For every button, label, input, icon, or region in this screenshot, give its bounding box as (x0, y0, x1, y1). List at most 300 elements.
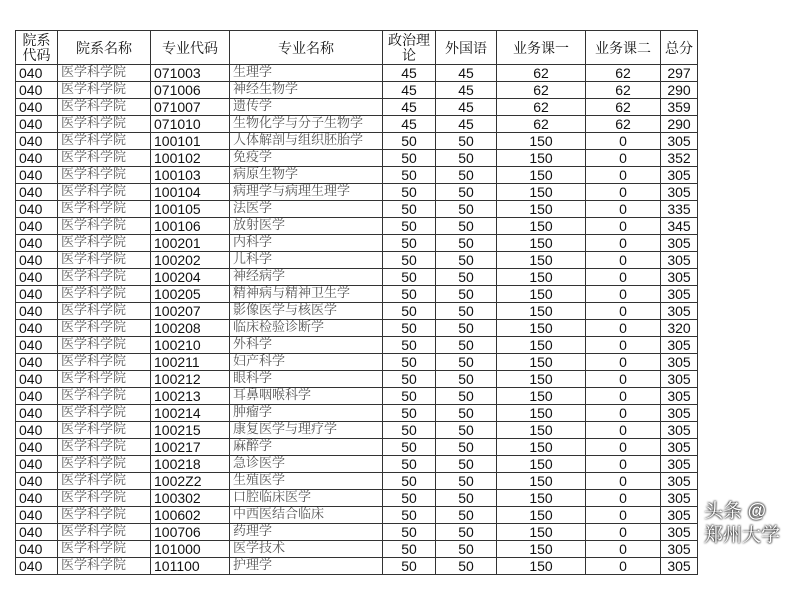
table-cell: 0 (586, 320, 661, 337)
score-table (15, 30, 698, 575)
table-cell: 50 (383, 235, 436, 252)
table-cell: 医学科学院 (58, 201, 151, 218)
table-cell: 150 (497, 286, 586, 303)
table-cell: 50 (383, 286, 436, 303)
table-cell: 0 (586, 337, 661, 354)
table-cell: 医学科学院 (58, 133, 151, 150)
table-cell: 305 (661, 405, 698, 422)
table-cell: 0 (586, 422, 661, 439)
table-cell: 040 (16, 422, 58, 439)
table-cell: 内科学 (230, 235, 383, 252)
table-cell: 50 (436, 286, 497, 303)
table-cell: 305 (661, 558, 698, 575)
table-row (16, 371, 698, 388)
table-cell: 100202 (151, 252, 230, 269)
table-cell: 62 (586, 116, 661, 133)
table-row (16, 82, 698, 99)
table-cell: 040 (16, 541, 58, 558)
table-cell: 150 (497, 269, 586, 286)
table-cell: 医学科学院 (58, 456, 151, 473)
table-cell: 眼科学 (230, 371, 383, 388)
table-cell: 345 (661, 218, 698, 235)
table-cell: 急诊医学 (230, 456, 383, 473)
table-cell: 305 (661, 167, 698, 184)
table-cell: 100210 (151, 337, 230, 354)
table-cell: 医学技术 (230, 541, 383, 558)
table-row (16, 218, 698, 235)
table-row (16, 235, 698, 252)
table-cell: 040 (16, 150, 58, 167)
table-cell: 医学科学院 (58, 439, 151, 456)
table-cell: 305 (661, 252, 698, 269)
table-cell: 290 (661, 82, 698, 99)
table-cell: 100103 (151, 167, 230, 184)
table-cell: 0 (586, 235, 661, 252)
table-row (16, 269, 698, 286)
table-cell: 040 (16, 82, 58, 99)
table-cell: 0 (586, 558, 661, 575)
table-cell: 100217 (151, 439, 230, 456)
table-cell: 50 (383, 303, 436, 320)
table-cell: 医学科学院 (58, 507, 151, 524)
table-cell: 150 (497, 405, 586, 422)
table-cell: 305 (661, 286, 698, 303)
column-header: 专业名称 (230, 31, 383, 65)
table-cell: 150 (497, 490, 586, 507)
table-cell: 100104 (151, 184, 230, 201)
table-cell: 影像医学与核医学 (230, 303, 383, 320)
table-cell: 040 (16, 507, 58, 524)
table-cell: 040 (16, 184, 58, 201)
table-cell: 50 (436, 439, 497, 456)
table-cell: 040 (16, 490, 58, 507)
table-cell: 50 (383, 439, 436, 456)
table-cell: 50 (383, 269, 436, 286)
table-cell: 50 (383, 201, 436, 218)
table-cell: 麻醉学 (230, 439, 383, 456)
table-cell: 妇产科学 (230, 354, 383, 371)
table-cell: 0 (586, 303, 661, 320)
table-cell: 0 (586, 439, 661, 456)
table-row (16, 184, 698, 201)
table-row (16, 337, 698, 354)
table-cell: 45 (436, 99, 497, 116)
table-cell: 0 (586, 286, 661, 303)
table-cell: 耳鼻咽喉科学 (230, 388, 383, 405)
table-row (16, 116, 698, 133)
table-cell: 医学科学院 (58, 303, 151, 320)
table-cell: 62 (497, 65, 586, 82)
table-cell: 320 (661, 320, 698, 337)
table-body (16, 65, 698, 575)
table-cell: 100201 (151, 235, 230, 252)
table-cell: 50 (436, 405, 497, 422)
table-cell: 50 (436, 218, 497, 235)
table-cell: 150 (497, 558, 586, 575)
table-cell: 040 (16, 439, 58, 456)
table-cell: 0 (586, 371, 661, 388)
table-row (16, 507, 698, 524)
table-cell: 335 (661, 201, 698, 218)
table-cell: 150 (497, 456, 586, 473)
table-cell: 040 (16, 116, 58, 133)
table-cell: 305 (661, 269, 698, 286)
table-cell: 50 (383, 354, 436, 371)
table-cell: 医学科学院 (58, 490, 151, 507)
table-cell: 肿瘤学 (230, 405, 383, 422)
table-cell: 040 (16, 286, 58, 303)
table-cell: 精神病与精神卫生学 (230, 286, 383, 303)
table-cell: 100101 (151, 133, 230, 150)
table-cell: 150 (497, 439, 586, 456)
table-cell: 人体解剖与组织胚胎学 (230, 133, 383, 150)
table-cell: 150 (497, 133, 586, 150)
table-cell: 040 (16, 235, 58, 252)
table-cell: 100706 (151, 524, 230, 541)
table-cell: 0 (586, 456, 661, 473)
table-cell: 305 (661, 337, 698, 354)
table-cell: 0 (586, 252, 661, 269)
table-cell: 50 (436, 473, 497, 490)
table-cell: 医学科学院 (58, 184, 151, 201)
table-row (16, 354, 698, 371)
table-cell: 305 (661, 235, 698, 252)
table-cell: 遗传学 (230, 99, 383, 116)
table-cell: 50 (383, 558, 436, 575)
table-row (16, 473, 698, 490)
table-cell: 50 (383, 218, 436, 235)
table-row (16, 201, 698, 218)
table-cell: 50 (436, 558, 497, 575)
table-cell: 0 (586, 150, 661, 167)
table-cell: 071003 (151, 65, 230, 82)
table-cell: 150 (497, 320, 586, 337)
table-cell: 医学科学院 (58, 354, 151, 371)
table-cell: 100302 (151, 490, 230, 507)
table-row (16, 439, 698, 456)
table-row (16, 286, 698, 303)
table-cell: 100102 (151, 150, 230, 167)
table-cell: 50 (436, 541, 497, 558)
table-cell: 040 (16, 354, 58, 371)
table-cell: 150 (497, 184, 586, 201)
table-cell: 50 (383, 422, 436, 439)
table-cell: 040 (16, 167, 58, 184)
table-cell: 50 (436, 524, 497, 541)
table-cell: 50 (383, 490, 436, 507)
table-cell: 150 (497, 337, 586, 354)
table-cell: 040 (16, 252, 58, 269)
table-cell: 医学科学院 (58, 269, 151, 286)
table-cell: 150 (497, 218, 586, 235)
column-header: 总分 (661, 31, 698, 65)
table-cell: 临床检验诊断学 (230, 320, 383, 337)
table-cell: 50 (383, 184, 436, 201)
table-cell: 50 (436, 252, 497, 269)
table-cell: 50 (436, 371, 497, 388)
table-cell: 150 (497, 201, 586, 218)
table-cell: 040 (16, 65, 58, 82)
table-row (16, 456, 698, 473)
table-cell: 50 (436, 235, 497, 252)
table-cell: 150 (497, 167, 586, 184)
table-cell: 医学科学院 (58, 116, 151, 133)
table-cell: 305 (661, 456, 698, 473)
table-cell: 290 (661, 116, 698, 133)
table-cell: 150 (497, 150, 586, 167)
table-cell: 50 (383, 133, 436, 150)
table-cell: 040 (16, 320, 58, 337)
table-cell: 医学科学院 (58, 218, 151, 235)
table-cell: 50 (436, 490, 497, 507)
table-cell: 医学科学院 (58, 252, 151, 269)
table-cell: 305 (661, 184, 698, 201)
table-cell: 62 (586, 99, 661, 116)
table-cell: 100106 (151, 218, 230, 235)
table-cell: 50 (383, 320, 436, 337)
table-cell: 儿科学 (230, 252, 383, 269)
table-cell: 神经生物学 (230, 82, 383, 99)
table-cell: 305 (661, 388, 698, 405)
table-cell: 45 (383, 65, 436, 82)
table-cell: 50 (383, 337, 436, 354)
table-cell: 100204 (151, 269, 230, 286)
table-row (16, 133, 698, 150)
table-cell: 护理学 (230, 558, 383, 575)
table-row (16, 65, 698, 82)
table-cell: 150 (497, 541, 586, 558)
table-cell: 45 (436, 116, 497, 133)
table-cell: 100218 (151, 456, 230, 473)
column-header: 政治理论 (383, 31, 436, 65)
table-cell: 50 (436, 167, 497, 184)
table-cell: 医学科学院 (58, 150, 151, 167)
table-cell: 150 (497, 371, 586, 388)
table-cell: 医学科学院 (58, 524, 151, 541)
table-cell: 生理学 (230, 65, 383, 82)
table-cell: 放射医学 (230, 218, 383, 235)
table-cell: 071006 (151, 82, 230, 99)
table-cell: 100211 (151, 354, 230, 371)
table-row (16, 490, 698, 507)
table-cell: 352 (661, 150, 698, 167)
table-cell: 法医学 (230, 201, 383, 218)
table-cell: 50 (436, 507, 497, 524)
table-cell: 生殖医学 (230, 473, 383, 490)
table-cell: 康复医学与理疗学 (230, 422, 383, 439)
table-cell: 0 (586, 354, 661, 371)
table-cell: 040 (16, 371, 58, 388)
table-cell: 药理学 (230, 524, 383, 541)
column-header: 外国语 (436, 31, 497, 65)
table-cell: 040 (16, 201, 58, 218)
table-cell: 305 (661, 371, 698, 388)
table-cell: 0 (586, 388, 661, 405)
header-row (16, 31, 698, 65)
table-cell: 生物化学与分子生物学 (230, 116, 383, 133)
table-cell: 0 (586, 133, 661, 150)
table-cell: 医学科学院 (58, 65, 151, 82)
table-cell: 50 (383, 252, 436, 269)
table-cell: 50 (436, 337, 497, 354)
table-cell: 100602 (151, 507, 230, 524)
table-cell: 50 (436, 150, 497, 167)
column-header: 专业代码 (151, 31, 230, 65)
table-cell: 100214 (151, 405, 230, 422)
table-cell: 305 (661, 439, 698, 456)
table-cell: 100205 (151, 286, 230, 303)
table-cell: 150 (497, 507, 586, 524)
table-cell: 0 (586, 184, 661, 201)
table-cell: 100208 (151, 320, 230, 337)
table-cell: 100215 (151, 422, 230, 439)
table-cell: 45 (383, 116, 436, 133)
table-cell: 305 (661, 303, 698, 320)
table-cell: 0 (586, 473, 661, 490)
table-cell: 0 (586, 490, 661, 507)
table-cell: 医学科学院 (58, 235, 151, 252)
table-cell: 305 (661, 524, 698, 541)
table-cell: 免疫学 (230, 150, 383, 167)
table-cell: 0 (586, 269, 661, 286)
table-cell: 医学科学院 (58, 320, 151, 337)
table-cell: 040 (16, 218, 58, 235)
table-cell: 50 (436, 456, 497, 473)
table-cell: 医学科学院 (58, 371, 151, 388)
table-row (16, 422, 698, 439)
table-cell: 医学科学院 (58, 286, 151, 303)
table-cell: 150 (497, 354, 586, 371)
table-cell: 305 (661, 473, 698, 490)
table-cell: 101000 (151, 541, 230, 558)
table-cell: 305 (661, 507, 698, 524)
table-cell: 外科学 (230, 337, 383, 354)
watermark: 头条 @郑州大学 (704, 501, 781, 546)
table-cell: 50 (383, 456, 436, 473)
table-cell: 医学科学院 (58, 473, 151, 490)
table-cell: 50 (383, 541, 436, 558)
table-cell: 040 (16, 337, 58, 354)
table-cell: 071010 (151, 116, 230, 133)
table-cell: 病理学与病理生理学 (230, 184, 383, 201)
table-cell: 040 (16, 405, 58, 422)
table-cell: 50 (383, 507, 436, 524)
table-row (16, 541, 698, 558)
table-cell: 0 (586, 524, 661, 541)
table-cell: 50 (383, 150, 436, 167)
table-cell: 150 (497, 235, 586, 252)
table-cell: 100212 (151, 371, 230, 388)
table-row (16, 405, 698, 422)
table-row (16, 524, 698, 541)
table-cell: 45 (436, 82, 497, 99)
table-cell: 0 (586, 507, 661, 524)
table-cell: 50 (383, 405, 436, 422)
table-cell: 100213 (151, 388, 230, 405)
table-cell: 医学科学院 (58, 558, 151, 575)
table-cell: 040 (16, 388, 58, 405)
table-cell: 040 (16, 99, 58, 116)
table-cell: 50 (436, 303, 497, 320)
table-cell: 0 (586, 405, 661, 422)
table-cell: 50 (383, 388, 436, 405)
table-cell: 100207 (151, 303, 230, 320)
table-cell: 0 (586, 167, 661, 184)
table-cell: 62 (497, 82, 586, 99)
table-cell: 305 (661, 422, 698, 439)
table-cell: 150 (497, 524, 586, 541)
table-cell: 医学科学院 (58, 405, 151, 422)
table-cell: 口腔临床医学 (230, 490, 383, 507)
table-row (16, 150, 698, 167)
table-cell: 50 (436, 269, 497, 286)
table-cell: 45 (383, 99, 436, 116)
table-cell: 62 (497, 116, 586, 133)
column-header: 院系名称 (58, 31, 151, 65)
table-cell: 50 (436, 354, 497, 371)
table-cell: 040 (16, 269, 58, 286)
table-cell: 101100 (151, 558, 230, 575)
table-row (16, 388, 698, 405)
table-cell: 040 (16, 133, 58, 150)
table-cell: 0 (586, 541, 661, 558)
table-cell: 040 (16, 303, 58, 320)
table-cell: 62 (586, 82, 661, 99)
table-cell: 医学科学院 (58, 388, 151, 405)
table-cell: 305 (661, 133, 698, 150)
table-cell: 100105 (151, 201, 230, 218)
table-cell: 医学科学院 (58, 541, 151, 558)
table-cell: 297 (661, 65, 698, 82)
table-cell: 040 (16, 473, 58, 490)
table-cell: 医学科学院 (58, 337, 151, 354)
table-row (16, 167, 698, 184)
table-cell: 305 (661, 490, 698, 507)
table-cell: 医学科学院 (58, 82, 151, 99)
table-cell: 305 (661, 541, 698, 558)
table-cell: 359 (661, 99, 698, 116)
table-cell: 1002Z2 (151, 473, 230, 490)
table-cell: 50 (436, 201, 497, 218)
table-cell: 040 (16, 456, 58, 473)
table-cell: 62 (497, 99, 586, 116)
table-cell: 150 (497, 252, 586, 269)
table-cell: 50 (436, 422, 497, 439)
table-cell: 0 (586, 201, 661, 218)
table-cell: 50 (436, 133, 497, 150)
table-row (16, 99, 698, 116)
table-cell: 45 (436, 65, 497, 82)
table-cell: 神经病学 (230, 269, 383, 286)
table-row (16, 320, 698, 337)
table-row (16, 252, 698, 269)
table-cell: 50 (383, 371, 436, 388)
table-cell: 62 (586, 65, 661, 82)
table-cell: 305 (661, 354, 698, 371)
column-header: 业务课一 (497, 31, 586, 65)
table-cell: 中西医结合临床 (230, 507, 383, 524)
table-cell: 071007 (151, 99, 230, 116)
table-cell: 50 (436, 388, 497, 405)
table-cell: 50 (383, 167, 436, 184)
table-cell: 50 (383, 524, 436, 541)
table-cell: 50 (436, 184, 497, 201)
table-cell: 医学科学院 (58, 167, 151, 184)
table-cell: 医学科学院 (58, 422, 151, 439)
table-cell: 040 (16, 524, 58, 541)
table-row (16, 558, 698, 575)
table-cell: 150 (497, 388, 586, 405)
